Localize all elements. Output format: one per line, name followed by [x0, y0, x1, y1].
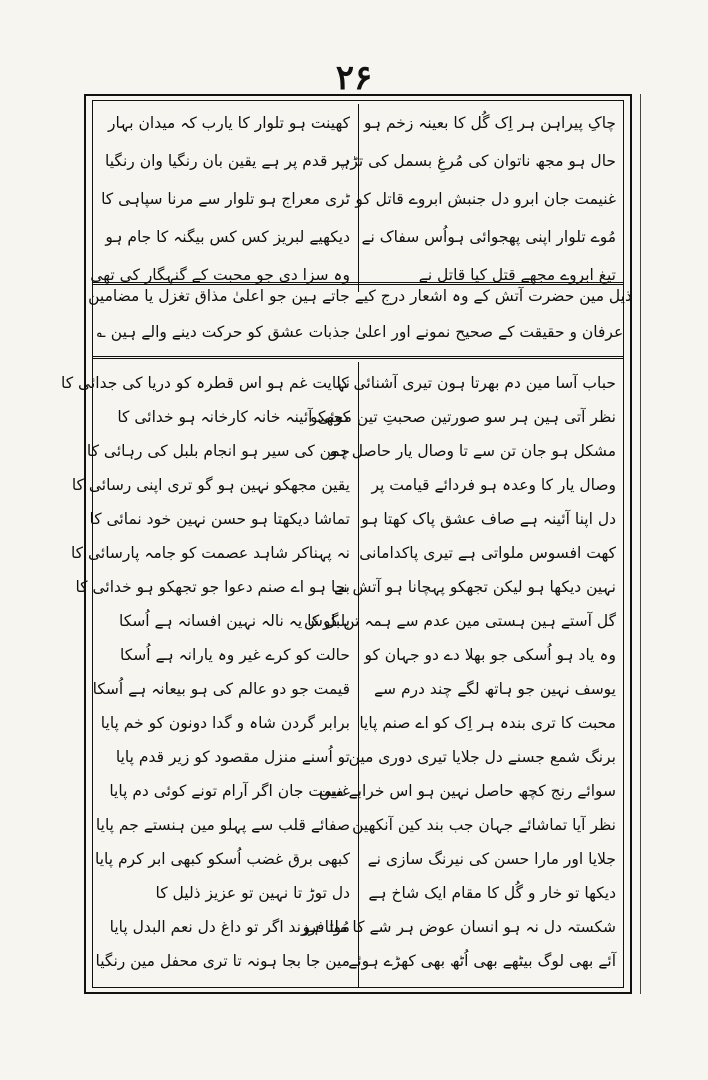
verse-line: دل اپنا آئینہ ہے صاف عشق پاک کھتا ہو [361, 510, 616, 528]
verse-line: مُوے تلوار اپنی پھجوائی ہواُس سفاک نے [361, 228, 616, 246]
verse-line: نہایت غم ہو اس قطرہ کو دریا کی جدائی کا [61, 374, 350, 392]
verse-line: کھینت ہو تلوار کا یارب کہ میدان بہار [107, 114, 350, 132]
top-right-column [335, 104, 624, 292]
verse-line: نہین دیکھا ہو لیکن تجھکو پہچانا ہو آتش نے [334, 578, 616, 596]
verse-line: برابر گردن شاہ و گدا دونون کو خم پایا [100, 714, 350, 732]
verse-line: دل توڑ تا نہین تو عزیز ذلیل کا [155, 884, 350, 902]
verse-line: صفائے قلب سے پہلو مین ہنستے جم پایا [95, 816, 350, 834]
intro-paragraph [70, 278, 650, 358]
bottom-verse-block [61, 362, 624, 988]
verse-line: یوسف نہین جو ہاتھ لگے چند درم سے [373, 680, 616, 698]
verse-line: محبت کا تری بندہ ہر اِک کو اے صنم پایا [359, 714, 616, 732]
verse-line: دیکھیے لبریز کس کس بیگنہ کا جام ہو [105, 228, 350, 246]
verse-line: دیکھا تو خار و گُل کا مقام ایک شاخ ہے [368, 884, 616, 902]
column-divider [358, 104, 359, 292]
verse-line: گل آستے ہین ہستی مین عدم سے ہمہ تن گوش [304, 612, 616, 630]
section-rule [92, 356, 624, 359]
verse-line: تیغ ابروے مجھے قتل کیا قاتل نے [418, 266, 616, 284]
verse-line: ٹری معراج ہو تلوار سے مرنا سپاہی کا [101, 190, 350, 208]
top-verse-block [92, 104, 624, 292]
verse-line: آئے بھی لوگ بیٹھے بھی اُٹھ بھی کھڑے ہوئے [348, 952, 616, 970]
verse-line: جلایا اور مارا حسن کی نیرنگ سازی نے [367, 850, 616, 868]
verse-line: نہ پہناکر شاہد عصمت کو جامہ پارسائی کا [70, 544, 350, 562]
verse-line: نظر آیا تماشائے جہان جب بند کین آنکھین [352, 816, 616, 834]
bottom-right-column [302, 362, 624, 988]
verse-line: بجا ہو اے صنم دعوا جو تجھکو ہو خدائی کا [75, 578, 350, 596]
verse-line: حباب آسا مین دم بھرتا ہون تیری آشنائی کا [336, 374, 616, 392]
verse-line: سوائے رنج کچھ حاصل نہین ہو اس خرابے مین [318, 782, 616, 800]
verse-line: ہر قدم پر ہے یقین بان رنگیا وان رنگیا [105, 152, 350, 170]
intro-line: عرفان و حقیقت کے صحیح نمونے اور اعلیٰ جذبات عشق کو حرکت دینے والے ہین ؎ [96, 323, 624, 341]
verse-line: مشکل ہو جان تن سے تا وصال یار حاصل ہو [329, 442, 616, 460]
verse-line: کوئی آئینہ خانہ کارخانہ ہو خدائی کا [117, 408, 350, 426]
page-number: ۲۶ [335, 58, 373, 98]
verse-line: بلبل کا یہ نالہ نہین افسانہ ہے اُسکا [119, 612, 350, 630]
verse-line: یقین مجھکو نہین ہو گو تری اپنی رسائی کا [71, 476, 350, 494]
bottom-left-column [61, 362, 358, 988]
verse-line: تو اُسنے منزل مقصود کو زیر قدم پایا [115, 748, 350, 766]
verse-line: وہ یاد ہو اُسکی جو بھلا دے دو جہان کو [364, 646, 616, 664]
verse-line: کبھی برق غضب اُسکو کبھی ابر کرم پایا [94, 850, 350, 868]
verse-line: کھت افسوس ملواتی ہے تیری پاکدامانی [359, 544, 616, 562]
column-divider [358, 362, 359, 988]
top-left-column [92, 104, 358, 292]
verse-line: حال ہو مجھ ناتوان کی مُرغِ بسمل کی تڑپ [335, 152, 616, 170]
verse-line: برنگ شمع جسنے دل جلایا تیری دوری مین [348, 748, 616, 766]
verse-line: قیمت جو دو عالم کی ہو بیعانہ ہے اُسکا [92, 680, 350, 698]
verse-line: غنیمت جان اگر آرام تونے کوئی دم پایا [109, 782, 350, 800]
verse-line: حالت کو کرے غیر وہ یارانہ ہے اُسکا [119, 646, 350, 664]
outer-margin-line [640, 94, 641, 994]
verse-line: مین جا بجا ہونہ تا تری محفل مین رنگیا [95, 952, 350, 970]
verse-line: چمن کی سیر ہو انجام بلبل کی رہائی کا [86, 442, 350, 460]
verse-line: مُوا فرزند اگر تو داغ دل نعم البدل پایا [109, 918, 350, 936]
verse-line: وصال یار کا وعدہ ہو فردائے قیامت پر [371, 476, 616, 494]
verse-line: نظر آتی ہین ہر سو صورتین صحبتِ تین مجھکو [309, 408, 616, 426]
verse-line: تماشا دیکھتا ہو حسن نہین خود نمائی کا [89, 510, 350, 528]
verse-line: چاکِ پیراہن ہر اِک گُل کا بعینہ زخم ہو [363, 114, 616, 132]
verse-line: شکستہ دل نہ ہو انسان عوض ہر شے کا ملتا ہو [302, 918, 616, 936]
verse-line: غنیمت جان ابرو دل جنبش ابروے قاتل کو [355, 190, 616, 208]
intro-line: ذیل مین حضرت آتش کے وہ اشعار درج کیے جاتے ہین جو اعلیٰ مذاق تغزل یا مضامین [88, 287, 632, 305]
verse-line: وہ سزا دی جو محبت کے گنہگار کی تھی [90, 266, 350, 284]
